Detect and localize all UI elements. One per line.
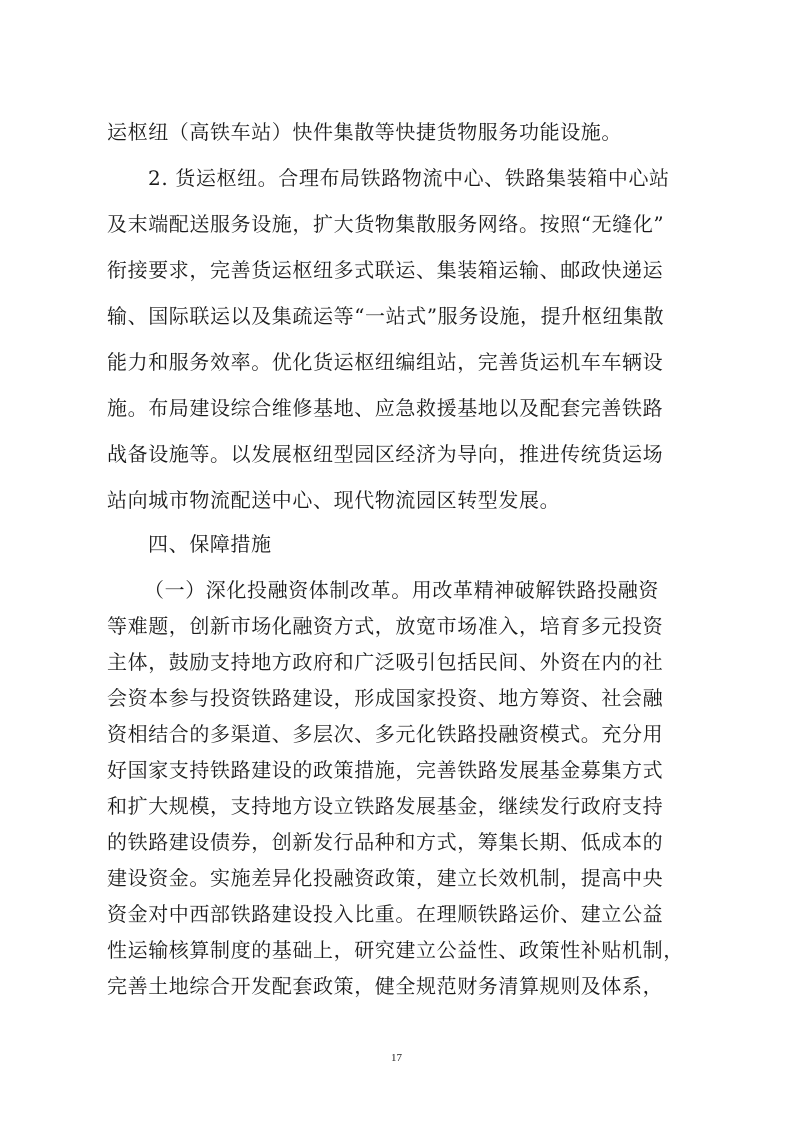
document-page: 运枢纽（高铁车站）快件集散等快捷货物服务功能设施。 2. 货运枢纽。合理布局铁路物流中心、铁路集装箱中心站 及末端配送服务设施，扩大货物集散服务网络。按照“无缝化” 衔接要求，完善货运枢纽多式联运、集装箱运输、邮政快递运 输、国际联运以及集疏运等“一站式”服务设施，提升枢纽集散 能力和服务效率。优化货运枢纽编组站，完善货运机车车辆设 施。布局建设综合维修基地、应急救援基地以及配套完善铁路 战备设施等。以发展枢纽型园区经济为导向，推进传统货运场 站向城市物流配送中心、现代物流园区转型发展。 四、保障措施 （一）深化投融资体制改革。用改革精神破解铁路投融资 等难题，创新市场化融资方式，放宽市场准入，培育多元投资 主体，鼓励支持地方政府和广泛吸引包括民间、外资在内的社 会资本参与投资铁路建设，形成国家投资、地方筹资、社会融 资相结合的多渠道、多层次、多元化铁路投融资模式。充分用 好国家支持铁路建设的政策措施，完善铁路发展基金募集方式 和扩大规模，支持地方设立铁路发展基金，继续发行政府支持 的铁路建设债券，创新发行品种和方式，筹集长期、低成本的 建设资金。实施差异化投融资政策，建立长效机制，提高中央 资金对中西部铁路建设投入比重。在理顺铁路运价、建立公益 性运输核算制度的基础上，研究建立公益性、政策性补贴机制， 完善土地综合开发配套政策，健全规范财务清算规则及体系， (107, 120, 684, 998)
page-number: 17 (391, 1052, 402, 1064)
